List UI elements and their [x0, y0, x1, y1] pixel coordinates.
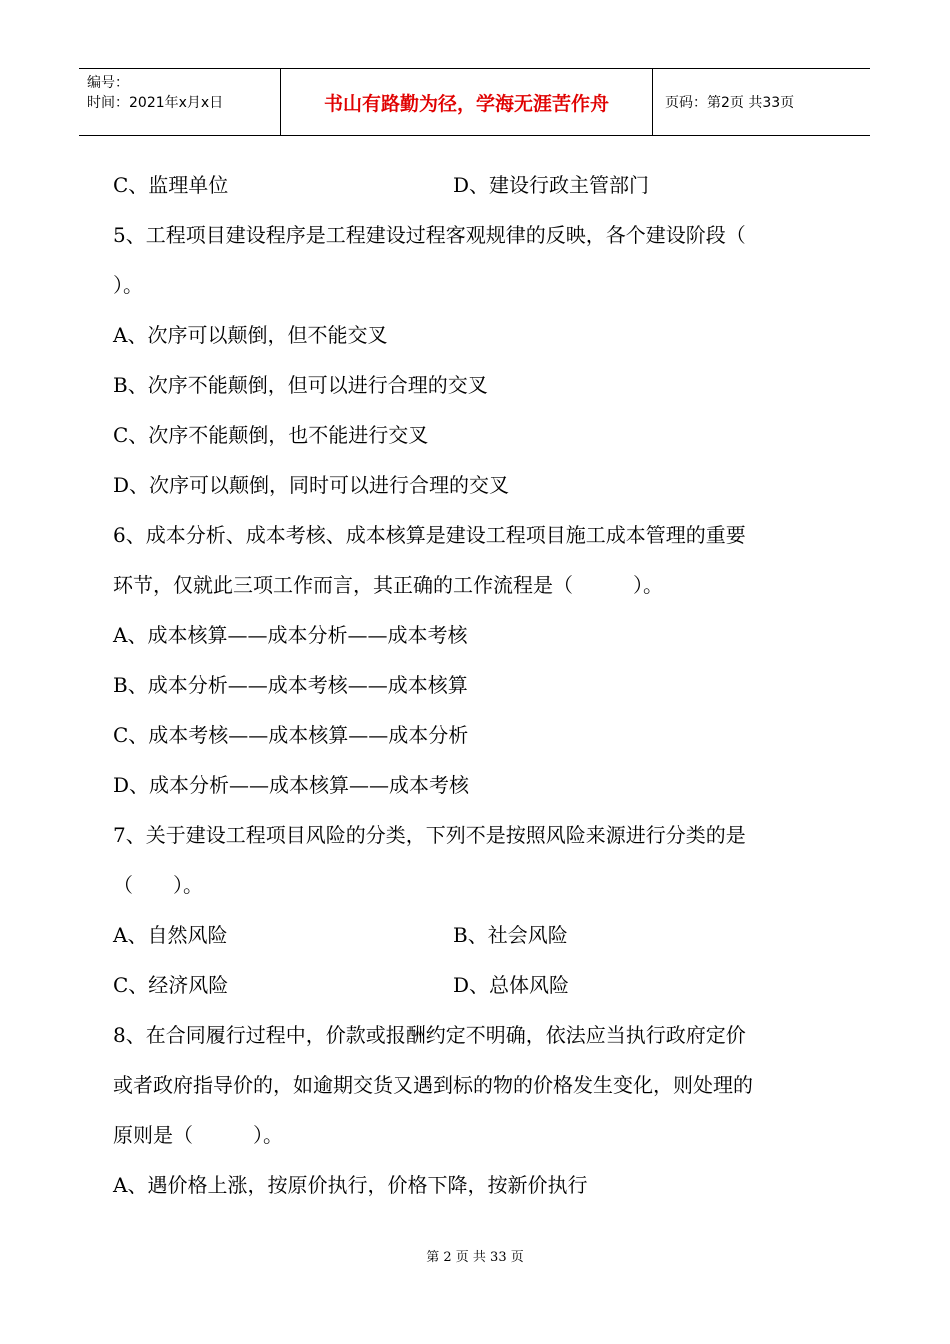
text-line: [113, 310, 838, 360]
line-text: （ ）。: [113, 873, 203, 897]
line-option-second: B、社会风险: [453, 923, 568, 947]
text-line: [113, 710, 838, 760]
text-line: [113, 260, 838, 310]
text-line: [113, 1110, 838, 1160]
line-text: B、次序不能颠倒，但可以进行合理的交叉: [113, 373, 488, 397]
line-text: C、监理单位: [113, 173, 229, 197]
text-line: [113, 510, 838, 560]
text-line: [113, 860, 838, 910]
line-text: 5、工程项目建设程序是工程建设过程客观规律的反映，各个建设阶段（: [113, 223, 746, 247]
line-text: ）。: [113, 273, 143, 297]
page-footer: 第 2 页 共 33 页: [426, 1250, 524, 1265]
header-motto-cell: [281, 69, 653, 135]
line-text: D、次序可以颠倒，同时可以进行合理的交叉: [113, 473, 510, 497]
line-text: 6、成本分析、成本考核、成本核算是建设工程项目施工成本管理的重要: [113, 523, 746, 547]
line-text: C、次序不能颠倒，也不能进行交叉: [113, 423, 429, 447]
text-line: [113, 410, 838, 460]
line-text: 或者政府指导价的，如逾期交货又遇到标的物的价格发生变化，则处理的: [113, 1073, 753, 1097]
line-option-second: D、总体风险: [453, 973, 570, 997]
line-text: D、成本分析——成本核算——成本考核: [113, 773, 470, 797]
line-text: A、成本核算——成本分析——成本考核: [113, 623, 468, 647]
line-option-second: D、建设行政主管部门: [453, 173, 650, 197]
header-page-cell: [653, 69, 870, 135]
header-motto: 书山有路勤为径，学海无涯苦作舟: [323, 92, 609, 115]
text-line: [113, 1010, 838, 1060]
text-line: [113, 360, 838, 410]
text-line: [113, 160, 838, 210]
line-text: 原则是（ ）。: [113, 1123, 283, 1147]
header-info-cell: [79, 69, 281, 135]
page-header: [79, 68, 870, 136]
text-line: [113, 810, 838, 860]
text-line: [113, 960, 838, 1010]
line-text: A、自然风险: [113, 923, 228, 947]
doc-date-label: 时间：2021年x月x日: [87, 95, 224, 111]
text-line: [113, 460, 838, 510]
text-line: [113, 910, 838, 960]
text-line: [113, 210, 838, 260]
text-line: [113, 610, 838, 660]
line-text: A、遇价格上涨，按原价执行，价格下降，按新价执行: [113, 1173, 588, 1197]
text-line: [113, 660, 838, 710]
text-line: [113, 1160, 838, 1210]
question-content: [113, 160, 838, 1210]
line-text: A、次序可以颠倒，但不能交叉: [113, 323, 388, 347]
line-text: C、成本考核——成本核算——成本分析: [113, 723, 469, 747]
text-line: [113, 760, 838, 810]
line-text: 7、关于建设工程项目风险的分类，下列不是按照风险来源进行分类的是: [113, 823, 746, 847]
header-page-info: 页码：第2页 共33页: [665, 95, 795, 111]
doc-number-label: 编号：: [87, 75, 129, 91]
line-text: C、经济风险: [113, 973, 229, 997]
line-text: 环节，仅就此三项工作而言，其正确的工作流程是（ ）。: [113, 573, 663, 597]
line-text: B、成本分析——成本考核——成本核算: [113, 673, 468, 697]
text-line: [113, 1060, 838, 1110]
text-line: [113, 560, 838, 610]
line-text: 8、在合同履行过程中，价款或报酬约定不明确，依法应当执行政府定价: [113, 1023, 746, 1047]
